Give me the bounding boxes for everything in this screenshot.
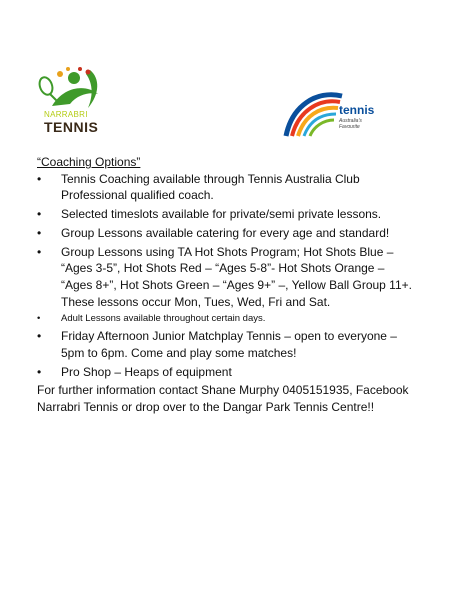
list-item-text: Friday Afternoon Junior Matchplay Tennis – open to everyone – 5pm to 6pm. Come and play some matches! — [61, 329, 397, 361]
tennis-australia-logo — [282, 84, 378, 140]
list-item-text: Pro Shop – Heaps of equipment — [61, 364, 232, 379]
list-item-text: Selected timeslots available for private/semi private lessons. — [61, 207, 382, 222]
bullet-icon: • — [37, 364, 42, 379]
narrabri-tennis-logo — [30, 64, 120, 144]
logo-tagline: Australia's Favourite — [339, 118, 362, 130]
coaching-options-list — [37, 171, 417, 381]
list-item — [37, 364, 417, 381]
list-item-text: Tennis Coaching available through Tennis Australia Club Professional qualified coach. — [61, 171, 360, 203]
bullet-icon: • — [37, 207, 42, 222]
bullet-icon: • — [37, 313, 41, 325]
logo-subtitle: NARRABRI — [44, 110, 88, 119]
bullet-icon: • — [37, 244, 42, 259]
logo-wordmark: tennis — [339, 103, 375, 117]
list-item — [37, 328, 417, 361]
list-item-text: Group Lessons available catering for every age and standard! — [61, 225, 390, 240]
list-item — [37, 171, 417, 204]
section-heading: “Coaching Options” — [37, 155, 141, 169]
list-item — [37, 312, 417, 326]
bullet-icon: • — [37, 171, 42, 186]
coaching-options-section — [37, 154, 417, 416]
list-item — [37, 225, 417, 242]
list-item — [37, 244, 417, 311]
bullet-icon: • — [37, 225, 42, 240]
list-item — [37, 206, 417, 223]
bullet-icon: • — [37, 329, 42, 344]
list-item-text: Group Lessons using TA Hot Shots Program; Hot Shots Blue – “Ages 3-5”, Hot Shots Red – “Ages 5-8”- Hot Shots Orange – “Ages 8+”, Hot Shots Green – “Ages 9+” –, Yellow Ball Group 11+. These lessons occur Mon, Tues, Wed, Fri and Sat. — [61, 244, 412, 309]
list-item-text: Adult Lessons available throughout certain days. — [61, 313, 266, 325]
contact-paragraph: For further information contact Shane Murphy 0405151935, Facebook Narrabri Tennis or drop over to the Dangar Park Tennis Centre!! — [37, 383, 409, 415]
logo-title: TENNIS — [44, 119, 99, 135]
